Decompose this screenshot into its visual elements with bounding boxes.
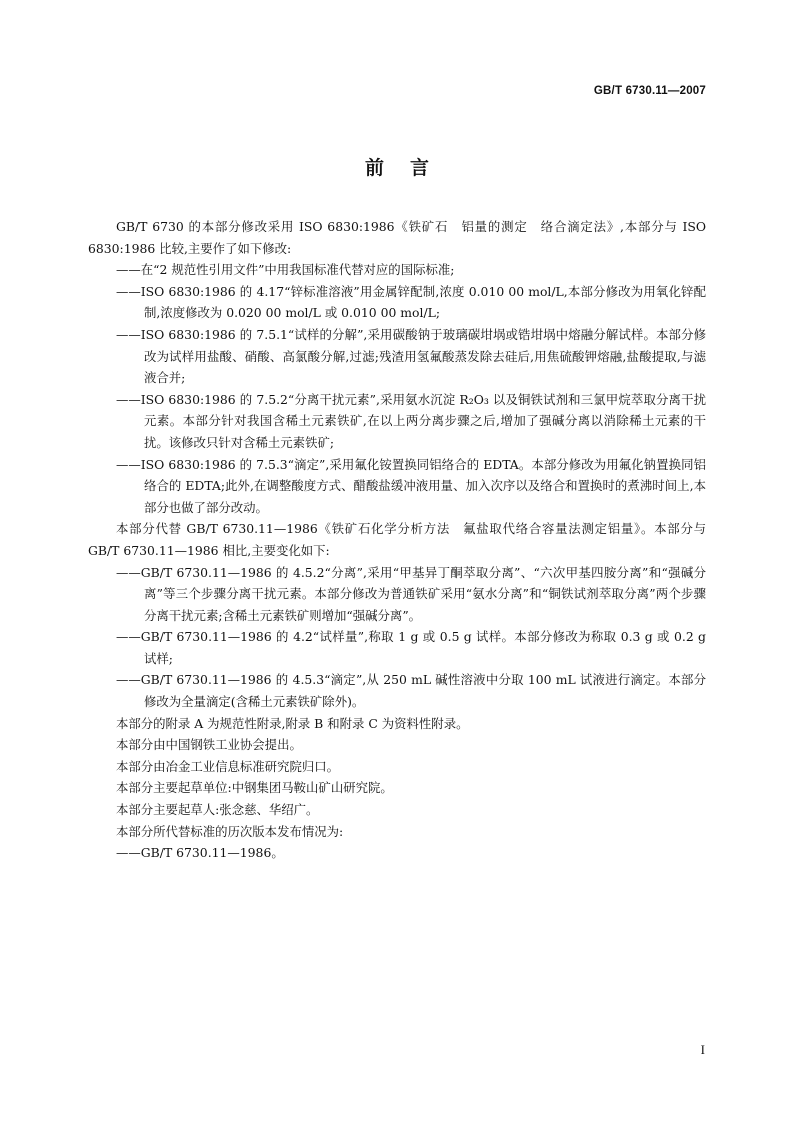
drafters-note: 本部分主要起草人:张念慈、华绍广。 — [116, 802, 319, 818]
replacement-paragraph: 本部分代替 GB/T 6730.11—1986《铁矿石化学分析方法 氟盐取代络合容量法测定铝量》。本部分与 GB/T 6730.11—1986 相比,主要变化如下: — [88, 521, 706, 558]
annex-note: 本部分的附录 A 为规范性附录,附录 B 和附录 C 为资料性附录。 — [116, 715, 469, 731]
change-item: ——GB/T 6730.11—1986 的 4.5.2“分离”,采用“甲基异丁酮萃取分离”、“六次甲基四胺分离”和“强碱分离”等三个步骤分离干扰元素。本部分修改为普通铁矿采用“氨水分离”和“铜铁试剂萃取分离”两个步骤分离干扰元素;含稀土元素铁矿则增加“强碱分离”。 — [116, 564, 706, 623]
history-item: ——GB/T 6730.11—1986。 — [116, 845, 284, 861]
page-number: I — [700, 1042, 705, 1057]
foreword-body — [88, 216, 706, 864]
change-item: ——GB/T 6730.11—1986 的 4.5.3“滴定”,从 250 mL 碱性溶液中分取 100 mL 试液进行滴定。本部分修改为全量滴定(含稀土元素铁矿除外)。 — [116, 672, 706, 710]
proposer-note: 本部分由中国钢铁工业协会提出。 — [116, 737, 302, 753]
modification-item: ——ISO 6830:1986 的 7.5.2“分离干扰元素”,采用氨水沉淀 R₂O₃ 以及铜铁试剂和三氯甲烷萃取分离干扰元素。本部分针对我国含稀土元素铁矿,在以上两分离步骤之后,增加了强碱分离以消除稀土元素的干扰。该修改只针对含稀土元素铁矿; — [116, 391, 706, 450]
change-item: ——GB/T 6730.11—1986 的 4.2“试样量”,称取 1 g 或 0.5 g 试样。本部分修改为称取 0.3 g 或 0.2 g 试样; — [116, 629, 706, 666]
modification-item: ——ISO 6830:1986 的 4.17“锌标准溶液”用金属锌配制,浓度 0.010 00 mol/L,本部分修改为用氧化锌配制,浓度修改为 0.020 00 mol/L 或 0.010 00 mol/L; — [116, 283, 706, 321]
modification-item: ——在“2 规范性引用文件”中用我国标准代替对应的国际标准; — [116, 262, 455, 278]
standard-code: GB/T 6730.11—2007 — [593, 85, 706, 97]
modification-item: ——ISO 6830:1986 的 7.5.3“滴定”,采用氟化铵置换同铝络合的 EDTA。本部分修改为用氟化钠置换同铝络合的 EDTA;此外,在调整酸度方式、醋酸盐缓冲液用量、加入次序以及络合和置换时的煮沸时间上,本部分也做了部分改动。 — [116, 456, 706, 515]
intro-paragraph: GB/T 6730 的本部分修改采用 ISO 6830:1986《铁矿石 铝量的测定 络合滴定法》,本部分与 ISO 6830:1986 比较,主要作了如下修改: — [88, 219, 706, 256]
page-title: 前言 — [364, 157, 455, 179]
drafting-unit-note: 本部分主要起草单位:中钢集团马鞍山矿山研究院。 — [116, 780, 393, 796]
history-note: 本部分所代替标准的历次版本发布情况为: — [116, 823, 344, 839]
centralizer-note: 本部分由冶金工业信息标准研究院归口。 — [116, 758, 340, 774]
modification-item: ——ISO 6830:1986 的 7.5.1“试样的分解”,采用碳酸钠于玻璃碳坩埚或锆坩埚中熔融分解试样。本部分修改为试样用盐酸、硝酸、高氯酸分解,过滤;残渣用氢氟酸蒸发除去硅后,用焦硫酸钾熔融,盐酸提取,与滤液合并; — [116, 326, 706, 386]
